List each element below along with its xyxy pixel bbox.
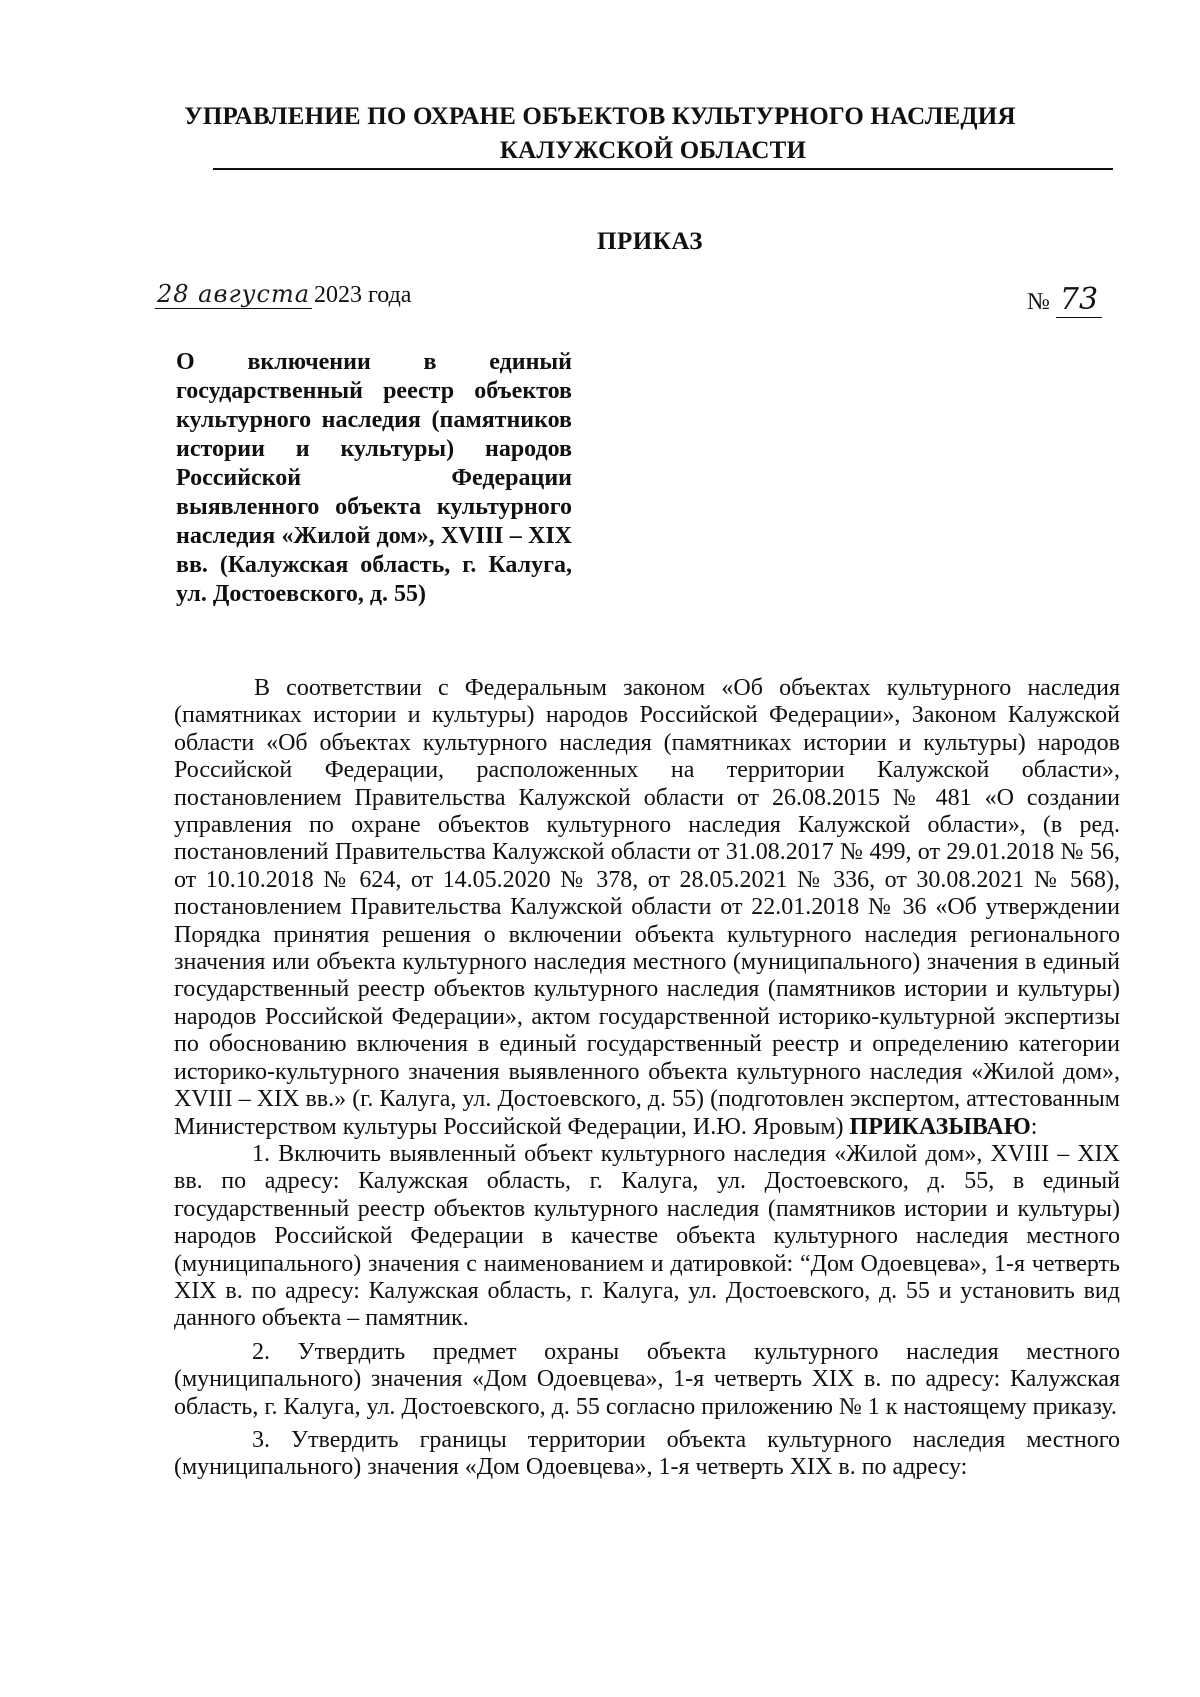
handwritten-number: 73 <box>1056 282 1102 318</box>
order-number <box>1027 282 1102 318</box>
document-title: ПРИКАЗ <box>597 228 703 255</box>
order-colon: : <box>1030 1113 1038 1140</box>
number-label: № <box>1027 289 1050 315</box>
order-body <box>174 675 1120 1482</box>
order-item-3: 3. Утвердить границы территории объекта культурного наследия местного (муниципального) значения «Дом Одоевцева», 1-я четверть XIX в. по адресу: <box>174 1426 1120 1481</box>
order-date <box>155 280 411 309</box>
order-word: ПРИКАЗЫВАЮ <box>849 1113 1031 1140</box>
preamble-paragraph <box>174 675 1120 1141</box>
handwritten-date: 28 августа <box>157 280 311 308</box>
preamble-text: В соответствии с Федеральным законом «Об объектах культурного наследия (памятниках истории и культуры) народов Российской Федерации», Законом Калужской области «Об объектах культурного наследия (памятниках истории и культуры) народов Российской Федерации, расположенных на территории Калужской области», постановлением Правительства Калужской области от 26.08.2015 № 481 «О создании управления по охране объектов культурного наследия Калужской области», (в ред. постановлений Правительства Калужской области от 31.08.2017 № 499, от 29.01.2018 № 56, от 10.10.2018 № 624, от 14.05.2020 № 378, от 28.05.2021 № 336, от 30.08.2021 № 568), постановлением Правительства Калужской области от 22.01.2018 № 36 «Об утверждении Порядка принятия решения о включении объекта культурного наследия регионального значения или объекта культурного наследия местного (муниципального) значения в единый государственный реестр объектов культурного наследия (памятников истории и культуры) народов Российской Федерации», актом государственной историко-культурной экспертизы по обоснованию включения в единый государственный реестр и определению категории историко-культурного значения выявленного объекта культурного наследия «Жилой дом», XVIII – XIX вв.» (г. Калуга, ул. Достоевского, д. 55) (подготовлен экспертом, аттестованным Министерством культуры Российской Федерации, И.Ю. Яровым) <box>174 675 1120 1140</box>
document-header <box>0 100 1200 170</box>
date-year: 2023 года <box>314 282 412 308</box>
header-line-1: УПРАВЛЕНИЕ ПО ОХРАНЕ ОБЪЕКТОВ КУЛЬТУРНОГО НАСЛЕДИЯ <box>184 103 1016 130</box>
order-item-2: 2. Утвердить предмет охраны объекта культурного наследия местного (муниципального) значения «Дом Одоевцева», 1-я четверть XIX в. по адресу: Калужская область, г. Калуга, ул. Достоевского, д. 55 согласно приложению № 1 к настоящему приказу. <box>174 1338 1120 1420</box>
order-item-1: 1. Включить выявленный объект культурного наследия «Жилой дом», XVIII – XIX вв. по адресу: Калужская область, г. Калуга, ул. Достоевского, д. 55, в единый государственный реестр объектов культурного наследия (памятников истории и культуры) народов Российской Федерации в качестве объекта культурного наследия местного (муниципального) значения с наименованием и датировкой: “Дом Одоевцева», 1-я четверть XIX в. по адресу: Калужская область, г. Калуга, ул. Достоевского, д. 55 и установить вид данного объекта – памятник. <box>174 1140 1120 1332</box>
order-subject: О включении в единый государственный реестр объектов культурного наследия (памятников истории и культуры) народов Российской Федерации выявленного объекта культурного наследия «Жилой дом», XVIII – XIX вв. (Калужская область, г. Калуга, ул. Достоевского, д. 55) <box>176 349 572 607</box>
header-line-2: КАЛУЖСКОЙ ОБЛАСТИ <box>213 134 1113 170</box>
